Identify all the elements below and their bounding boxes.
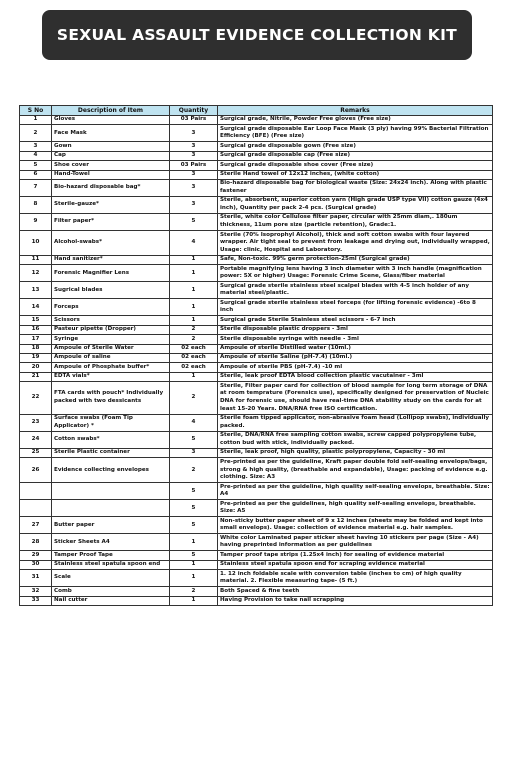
cell-quantity: 1: [170, 570, 218, 587]
cell-description: Surface swabs (Foam Tip Applicator) *: [52, 415, 170, 432]
cell-remarks: Non-sticky butter paper sheet of 9 x 12 inches (sheets may be folded and kept into small envelops). Usage: collection of evidence material e.g. hair samples.: [218, 517, 493, 534]
cell-description: Shoe cover: [52, 161, 170, 170]
cell-remarks: Surgical grade disposable cap (Free size): [218, 151, 493, 160]
header-quantity: Quantity: [170, 106, 218, 116]
cell-description: Tamper Proof Tape: [52, 551, 170, 560]
cell-quantity: 4: [170, 415, 218, 432]
cell-quantity: 3: [170, 142, 218, 151]
table-row: [20, 325, 493, 334]
cell-remarks: Tamper proof tape strips (1.25x4 inch) for sealing of evidence material: [218, 551, 493, 560]
cell-sno: 22: [20, 382, 52, 415]
cell-description: Sterile Plastic container: [52, 449, 170, 458]
cell-quantity: 4: [170, 230, 218, 255]
evidence-kit-table: [19, 105, 493, 606]
cell-sno: 15: [20, 316, 52, 325]
cell-description: Butter paper: [52, 517, 170, 534]
cell-sno: 16: [20, 325, 52, 334]
cell-sno: 20: [20, 363, 52, 372]
cell-description: Comb: [52, 587, 170, 596]
cell-sno: 14: [20, 299, 52, 316]
table-row: [20, 483, 493, 500]
table-row: [20, 196, 493, 213]
cell-remarks: Sterile, leak proof, high quality, plastic polypropylene, Capacity - 30 ml: [218, 449, 493, 458]
cell-remarks: Surgical grade sterile stainless steel forceps (for lifting forensic evidence) -6to 8 inch: [218, 299, 493, 316]
cell-description: Ampoule of Sterile Water: [52, 344, 170, 353]
cell-description: Gloves: [52, 116, 170, 125]
table-row: [20, 151, 493, 160]
table-row: [20, 587, 493, 596]
cell-sno: 7: [20, 179, 52, 196]
table-row: [20, 265, 493, 282]
cell-quantity: 3: [170, 125, 218, 142]
cell-description: Cotton swabs*: [52, 432, 170, 449]
cell-sno: 25: [20, 449, 52, 458]
table-row: [20, 596, 493, 605]
cell-quantity: 1: [170, 255, 218, 264]
cell-quantity: 02 each: [170, 353, 218, 362]
cell-remarks: Both Spaced & fine teeth: [218, 587, 493, 596]
cell-sno: 6: [20, 170, 52, 179]
cell-sno: [20, 500, 52, 517]
cell-sno: 2: [20, 125, 52, 142]
table-row: [20, 299, 493, 316]
cell-description: Cap: [52, 151, 170, 160]
cell-description: Hand-Towel: [52, 170, 170, 179]
cell-remarks: Sterile, white color Cellulose filter paper, circular with 25mm diam,. 180um thickness, 11um pore size (particle retention), Grade:1.: [218, 213, 493, 230]
cell-quantity: 02 each: [170, 344, 218, 353]
cell-remarks: Stainless steel spatula spoon end for scraping evidence material: [218, 560, 493, 569]
table-row: [20, 458, 493, 483]
cell-description: Alcohol-swabs*: [52, 230, 170, 255]
table-row: [20, 517, 493, 534]
cell-description: Sterile-gauze*: [52, 196, 170, 213]
table-row: [20, 282, 493, 299]
cell-remarks: Sterile foam tipped applicator, non-abrasive foam head (Lollipop swabs), individually packed.: [218, 415, 493, 432]
cell-quantity: 02 each: [170, 363, 218, 372]
cell-remarks: Ampoule of sterile Distilled water (10ml.): [218, 344, 493, 353]
cell-quantity: 1: [170, 299, 218, 316]
cell-quantity: 1: [170, 372, 218, 381]
cell-remarks: Surgical grade disposable gown (Free size): [218, 142, 493, 151]
table-row: [20, 363, 493, 372]
cell-quantity: 5: [170, 432, 218, 449]
cell-remarks: Sterile disposable syringe with needle - 3ml: [218, 335, 493, 344]
cell-description: Filter paper*: [52, 213, 170, 230]
cell-remarks: Pre-printed as per the guideline, high quality self-sealing envelops, breathable. Size: A4: [218, 483, 493, 500]
cell-sno: 11: [20, 255, 52, 264]
cell-remarks: Ampoule of sterile PBS (pH-7.4) -10 ml: [218, 363, 493, 372]
cell-remarks: Sterile Hand towel of 12x12 inches, (white cotton): [218, 170, 493, 179]
cell-description: Gown: [52, 142, 170, 151]
cell-description: EDTA vials*: [52, 372, 170, 381]
cell-quantity: 2: [170, 458, 218, 483]
cell-quantity: 2: [170, 382, 218, 415]
cell-sno: 23: [20, 415, 52, 432]
cell-sno: 33: [20, 596, 52, 605]
header-description: Description of Item: [52, 106, 170, 116]
table-row: [20, 372, 493, 381]
cell-quantity: 3: [170, 449, 218, 458]
cell-sno: 18: [20, 344, 52, 353]
cell-sno: 24: [20, 432, 52, 449]
cell-sno: 3: [20, 142, 52, 151]
table-row: [20, 432, 493, 449]
table-row: [20, 116, 493, 125]
cell-sno: 12: [20, 265, 52, 282]
table-row: [20, 255, 493, 264]
cell-quantity: 5: [170, 213, 218, 230]
cell-sno: [20, 483, 52, 500]
cell-remarks: Having Provision to take nail scrapping: [218, 596, 493, 605]
table-row: [20, 335, 493, 344]
table-row: [20, 179, 493, 196]
cell-remarks: Safe, Non-toxic. 99% germ protection-25ml (Surgical grade): [218, 255, 493, 264]
cell-quantity: 1: [170, 534, 218, 551]
cell-quantity: 2: [170, 325, 218, 334]
cell-sno: 31: [20, 570, 52, 587]
cell-remarks: Surgical grade disposable shoe cover (Free size): [218, 161, 493, 170]
cell-remarks: Sterile (70% Isoprophyl Alcohol), thick and soft cotton swabs with four layered wrapper. Air tight seal to prevent from leakage and drying out, individually wrapped, Usage: clinic, Hospital and Laboratory.: [218, 230, 493, 255]
table-row: [20, 353, 493, 362]
cell-quantity: 5: [170, 551, 218, 560]
cell-remarks: Sterile, DNA/RNA free sampling cotton swabs, screw capped polypropylene tube, cotton bud with stick, individually packed.: [218, 432, 493, 449]
table-row: [20, 551, 493, 560]
table-row: [20, 500, 493, 517]
cell-description: Bio-hazard disposable bag*: [52, 179, 170, 196]
cell-quantity: 2: [170, 587, 218, 596]
cell-description: [52, 483, 170, 500]
cell-description: Forensic Magnifier Lens: [52, 265, 170, 282]
header-sno: S No: [20, 106, 52, 116]
cell-sno: 5: [20, 161, 52, 170]
cell-remarks: Bio-hazard disposable bag for biological waste (Size: 24x24 inch). Along with plastic fastener: [218, 179, 493, 196]
cell-remarks: Ampoule of sterile Saline (pH-7.4) (10ml.): [218, 353, 493, 362]
table-row: [20, 230, 493, 255]
cell-description: Ampoule of saline: [52, 353, 170, 362]
table-row: [20, 570, 493, 587]
table-row: [20, 142, 493, 151]
cell-sno: 29: [20, 551, 52, 560]
table-row: [20, 170, 493, 179]
cell-sno: 30: [20, 560, 52, 569]
table-row: [20, 213, 493, 230]
cell-description: Forceps: [52, 299, 170, 316]
cell-remarks: Surgical grade sterile stainless steel scalpel blades with 4-5 inch holder of any material steel/plastic.: [218, 282, 493, 299]
cell-description: Stainless steel spatula spoon end: [52, 560, 170, 569]
cell-quantity: 03 Pairs: [170, 116, 218, 125]
cell-sno: 28: [20, 534, 52, 551]
cell-quantity: 3: [170, 196, 218, 213]
header-remarks: Remarks: [218, 106, 493, 116]
cell-remarks: Pre-printed as per the guidelines, high quality self-sealing envelops, breathable. Size: A5: [218, 500, 493, 517]
table-row: [20, 415, 493, 432]
cell-description: Face Mask: [52, 125, 170, 142]
cell-quantity: 5: [170, 517, 218, 534]
table-header-row: [20, 106, 493, 116]
cell-quantity: 2: [170, 335, 218, 344]
table-row: [20, 560, 493, 569]
cell-quantity: 5: [170, 500, 218, 517]
cell-sno: 10: [20, 230, 52, 255]
table-row: [20, 344, 493, 353]
cell-sno: 27: [20, 517, 52, 534]
cell-remarks: Sterile disposable plastic droppers - 3ml: [218, 325, 493, 334]
cell-sno: 17: [20, 335, 52, 344]
cell-description: Pasteur pipette (Dropper): [52, 325, 170, 334]
cell-sno: 8: [20, 196, 52, 213]
cell-quantity: 3: [170, 179, 218, 196]
table-row: [20, 316, 493, 325]
cell-remarks: 1. 12 inch foldable scale with conversion table (inches to cm) of high quality material. 2. Flexible measuring tape- (5 ft.): [218, 570, 493, 587]
cell-description: Syringe: [52, 335, 170, 344]
cell-sno: 4: [20, 151, 52, 160]
cell-description: Scissors: [52, 316, 170, 325]
cell-quantity: 1: [170, 560, 218, 569]
cell-sno: 13: [20, 282, 52, 299]
cell-quantity: 1: [170, 316, 218, 325]
table-row: [20, 449, 493, 458]
table-row: [20, 382, 493, 415]
cell-remarks: Surgical grade Sterile Stainless steel scissors - 6-7 inch: [218, 316, 493, 325]
cell-remarks: Sterile, absorbent, superior cotton yarn (High grade USP type VII) cotton gauze (4x4 inch), Quantity per pack 2-4 pcs. (Surgical grade): [218, 196, 493, 213]
cell-description: Sugrical blades: [52, 282, 170, 299]
cell-remarks: Sterile, Filter paper card for collection of blood sample for long term storage of DNA at room temprature (Forensics use), specifically designed for preservation of Nucleic DNA for forensic use, should have real-time DNA stability study on the cards for at least 15-20 Years. DNA/RNA free ISO certification.: [218, 382, 493, 415]
cell-quantity: 03 Pairs: [170, 161, 218, 170]
cell-quantity: 1: [170, 265, 218, 282]
table-row: [20, 534, 493, 551]
cell-description: Scale: [52, 570, 170, 587]
cell-quantity: 3: [170, 170, 218, 179]
table-row: [20, 161, 493, 170]
cell-sno: 19: [20, 353, 52, 362]
cell-remarks: Surgical grade, Nitrile, Powder Free gloves (Free size): [218, 116, 493, 125]
cell-remarks: Sterile, leak proof EDTA blood collection plastic vacutainer - 3ml: [218, 372, 493, 381]
cell-remarks: White color Laminated paper sticker sheet having 10 stickers per page (Size - A4) having preprinted information as per guidelines: [218, 534, 493, 551]
cell-remarks: Portable magnifying lens having 3 inch diameter with 3 inch handle (magnification power: 5X or higher) Usage: Forensic Crime Scene, Glass/fiber material: [218, 265, 493, 282]
cell-description: Nail cutter: [52, 596, 170, 605]
cell-quantity: 1: [170, 282, 218, 299]
cell-quantity: 1: [170, 596, 218, 605]
cell-description: FTA cards with pouch* Individually packed with two dessicants: [52, 382, 170, 415]
cell-description: Evidence collecting envelopes: [52, 458, 170, 483]
cell-remarks: Surgical grade disposable Ear Loop Face Mask (3 ply) having 99% Bacterial Filtration Efficiency (BFE) (Free size): [218, 125, 493, 142]
cell-quantity: 3: [170, 151, 218, 160]
cell-sno: 26: [20, 458, 52, 483]
cell-description: Ampoule of Phosphate buffer*: [52, 363, 170, 372]
cell-quantity: 5: [170, 483, 218, 500]
cell-sno: 32: [20, 587, 52, 596]
cell-sno: 9: [20, 213, 52, 230]
cell-description: Sticker Sheets A4: [52, 534, 170, 551]
cell-remarks: Pre-printed as per the guideline, Kraft paper double fold self-sealing envelops/bags, strong & high quality, (breathable and expandable), Usage: packing of evidence e.g. clothing. Size: A3: [218, 458, 493, 483]
cell-sno: 1: [20, 116, 52, 125]
cell-description: [52, 500, 170, 517]
table-row: [20, 125, 493, 142]
page-title: SEXUAL ASSAULT EVIDENCE COLLECTION KIT: [42, 10, 472, 60]
cell-sno: 21: [20, 372, 52, 381]
cell-description: Hand sanitizer*: [52, 255, 170, 264]
